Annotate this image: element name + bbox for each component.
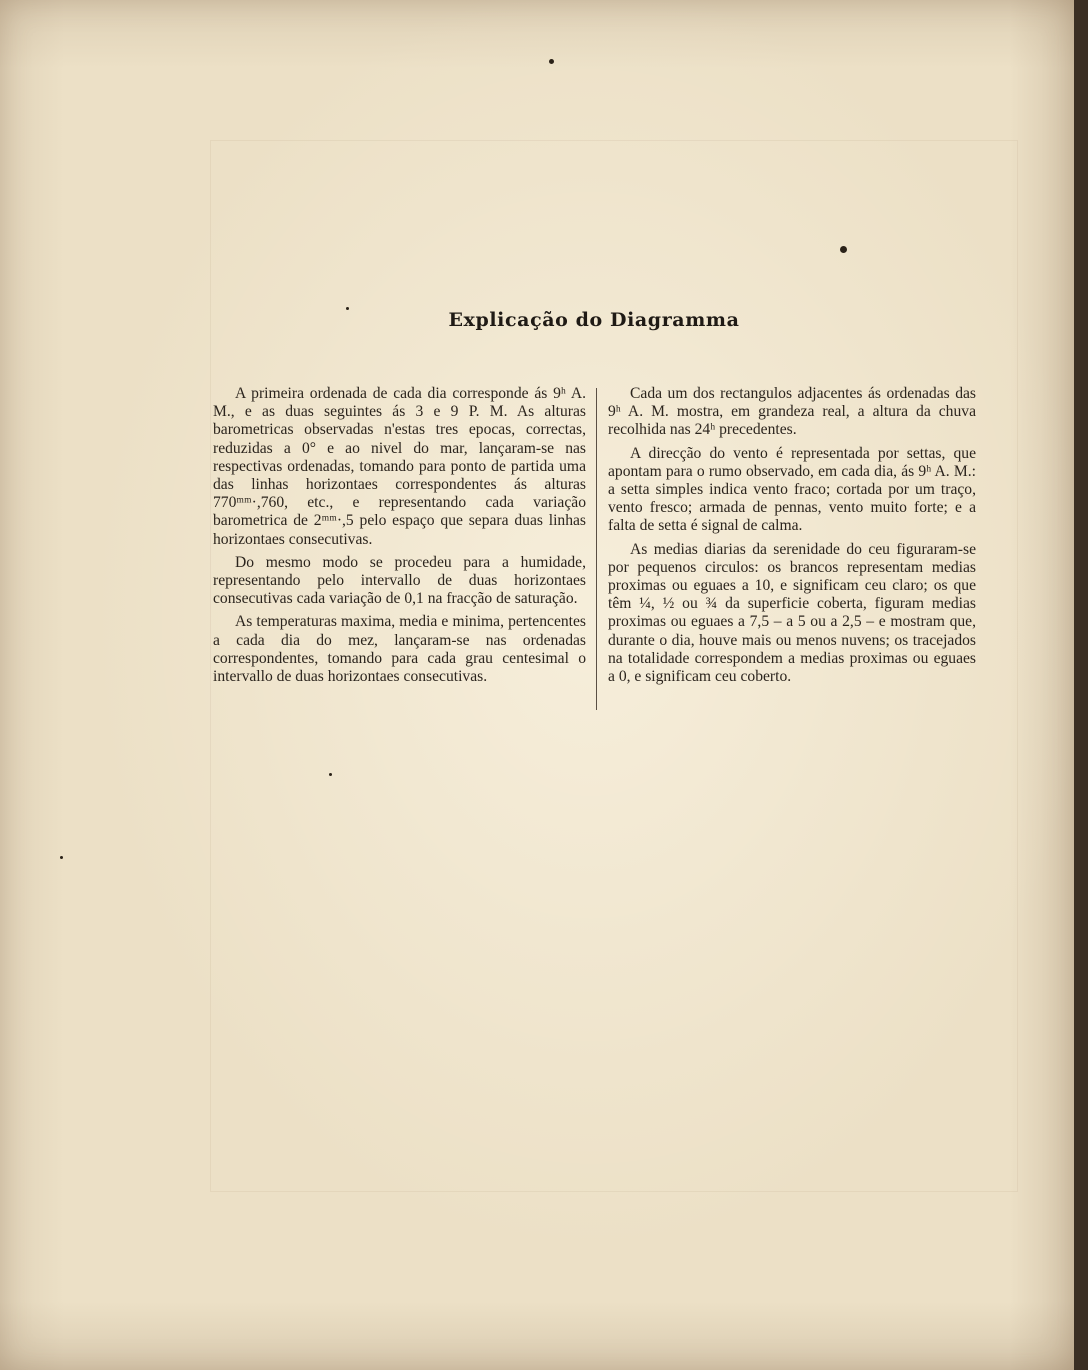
ink-speck bbox=[60, 856, 63, 859]
paragraph: A direcção do vento é representada por settas, que apontam para o rumo observado, em cada dia, ás 9ʰ A. M.: a setta simples indica vento fraco; cortada por um traço, vento fresco; armada de pennas, vento muito forte; e a falta de setta é signal de calma. bbox=[608, 444, 976, 535]
paragraph: A primeira ordenada de cada dia corresponde ás 9ʰ A. M., e as duas seguintes ás 3 e 9 P. M. As alturas barometricas observadas n'estas tres epocas, correctas, reduzidas a 0° e ao nivel do mar, lançaram-se nas respectivas ordenadas, tomando para ponto de partida uma das linhas horizontaes correspondentes ás alturas 770ᵐᵐ·,760, etc., e representando cada variação barometrica de 2ᵐᵐ·,5 pelo espaço que separa duas linhas horizontaes consecutivas. bbox=[213, 385, 586, 548]
ink-speck bbox=[329, 773, 332, 776]
left-column bbox=[213, 385, 586, 691]
column-divider bbox=[596, 388, 597, 710]
ink-speck bbox=[840, 246, 847, 253]
paragraph: As medias diarias da serenidade do ceu figuraram-se por pequenos circulos: os brancos representam medias proximas ou eguaes a 10, e significam ceu claro; os que têm ¼, ½ ou ¾ da superficie coberta, figuram medias proximas ou eguaes a 7,5 – a 5 ou a 2,5 – e mostram que, durante o dia, houve mais ou menos nuvens; os tracejados na totalidade correspondem a medias proximas ou eguaes a 0, e significam ceu coberto. bbox=[608, 540, 976, 686]
paragraph: As temperaturas maxima, media e minima, pertencentes a cada dia do mez, lançaram-se nas ordenadas correspondentes, tomando para cada grau centesimal o intervallo de duas horizontaes consecutivas. bbox=[213, 613, 586, 686]
right-column bbox=[608, 385, 976, 691]
paragraph: Do mesmo modo se procedeu para a humidade, representando pelo intervallo de duas horizontaes consecutivas cada variação de 0,1 na fracção de saturação. bbox=[213, 553, 586, 608]
ink-speck bbox=[549, 59, 554, 64]
page-title: Explicação do Diagramma bbox=[448, 309, 740, 331]
paragraph: Cada um dos rectangulos adjacentes ás ordenadas das 9ʰ A. M. mostra, em grandeza real, a altura da chuva recolhida nas 24ʰ precedentes. bbox=[608, 385, 976, 439]
